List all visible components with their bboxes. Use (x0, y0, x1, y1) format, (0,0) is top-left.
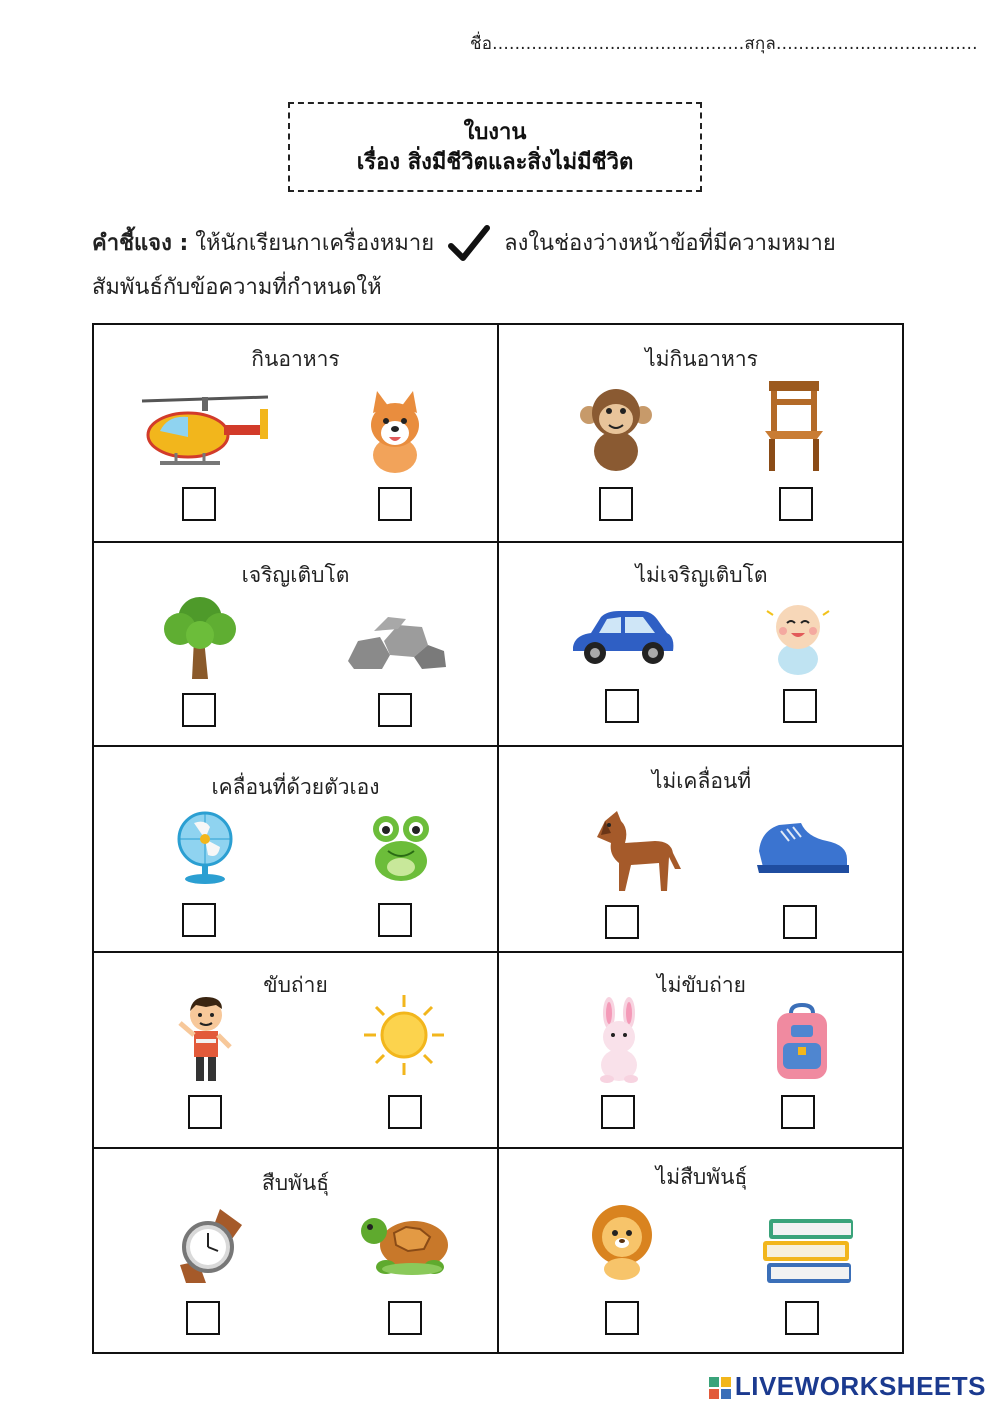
car-icon (567, 607, 677, 671)
checkmark-icon (447, 224, 491, 264)
checkbox-backpack[interactable] (781, 1095, 815, 1129)
baby-icon (763, 599, 833, 679)
checkbox-shoes[interactable] (783, 905, 817, 939)
cell-label: เจริญเติบโต (241, 563, 350, 587)
cell-label: ขับถ่าย (263, 973, 328, 997)
chair-icon (761, 377, 827, 473)
cell-grow (94, 543, 497, 745)
cell-not-grow (499, 543, 904, 745)
checkbox-lion[interactable] (605, 1301, 639, 1335)
cell-label: ไม่เคลื่อนที่ (651, 769, 752, 793)
cell-excrete (94, 953, 497, 1147)
checkbox-horse[interactable] (605, 905, 639, 939)
cell-not-move (499, 747, 904, 951)
cell-label: ไม่สืบพันธุ์ (655, 1165, 748, 1189)
name-surname-field: ชื่อ.............................................สกุล.................................... (470, 34, 978, 54)
rabbit-icon (591, 997, 647, 1083)
brand-name: LIVEWORKSHEETS (734, 1371, 986, 1401)
monkey-icon (579, 383, 653, 475)
worksheet-title: ใบงาน (463, 120, 527, 145)
checkbox-monkey[interactable] (599, 487, 633, 521)
cell-label: เคลื่อนที่ด้วยตัวเอง (211, 775, 380, 799)
checkbox-tree[interactable] (182, 693, 216, 727)
worksheet-title-box (288, 102, 702, 192)
cell-move-self (94, 747, 497, 951)
cell-label: สืบพันธุ์ (261, 1171, 330, 1195)
checkbox-dog[interactable] (378, 487, 412, 521)
tree-icon (162, 589, 238, 681)
cell-reproduce (94, 1149, 497, 1354)
checkbox-car[interactable] (605, 689, 639, 723)
checkbox-turtle[interactable] (388, 1301, 422, 1335)
cell-label: ไม่กินอาหาร (645, 347, 758, 371)
fan-icon (174, 811, 236, 885)
checkbox-rabbit[interactable] (601, 1095, 635, 1129)
liveworksheets-logo (709, 1371, 986, 1402)
sun-icon (362, 993, 446, 1077)
watch-icon (176, 1205, 250, 1285)
cell-not-reproduce (499, 1149, 904, 1354)
cell-not-eat (499, 325, 904, 541)
activity-grid (92, 323, 904, 1354)
boy-icon (176, 993, 236, 1083)
logo-icon (709, 1377, 731, 1399)
backpack-icon (767, 1003, 837, 1083)
checkbox-rocks[interactable] (378, 693, 412, 727)
instructions-line2: สัมพันธ์กับข้อความที่กำหนดให้ (92, 275, 382, 300)
instructions (92, 222, 932, 310)
checkbox-baby[interactable] (783, 689, 817, 723)
cell-label: กินอาหาร (251, 347, 340, 371)
checkbox-chair[interactable] (779, 487, 813, 521)
instructions-label: คำชี้แจง : (92, 231, 189, 256)
helicopter-icon (138, 391, 278, 471)
lion-icon (589, 1201, 655, 1281)
checkbox-books[interactable] (785, 1301, 819, 1335)
turtle-icon (358, 1205, 452, 1281)
instructions-text-before: ให้นักเรียนกาเครื่องหมาย (195, 231, 435, 256)
checkbox-fan[interactable] (182, 903, 216, 937)
books-icon (761, 1211, 857, 1287)
checkbox-helicopter[interactable] (182, 487, 216, 521)
cell-label: ไม่เจริญเติบโต (635, 563, 768, 587)
checkbox-boy[interactable] (188, 1095, 222, 1129)
checkbox-sun[interactable] (388, 1095, 422, 1129)
cell-eat (94, 325, 497, 541)
dog-icon (359, 389, 431, 475)
instructions-text-after: ลงในช่องว่างหน้าข้อที่มีความหมาย (504, 231, 836, 256)
horse-icon (585, 807, 685, 893)
cell-not-excrete (499, 953, 904, 1147)
worksheet-subtitle: เรื่อง สิ่งมีชีวิตและสิ่งไม่มีชีวิต (356, 150, 634, 175)
checkbox-watch[interactable] (186, 1301, 220, 1335)
shoes-icon (755, 811, 851, 881)
cell-label: ไม่ขับถ่าย (657, 973, 746, 997)
rocks-icon (344, 611, 448, 671)
frog-icon (368, 811, 434, 885)
checkbox-frog[interactable] (378, 903, 412, 937)
